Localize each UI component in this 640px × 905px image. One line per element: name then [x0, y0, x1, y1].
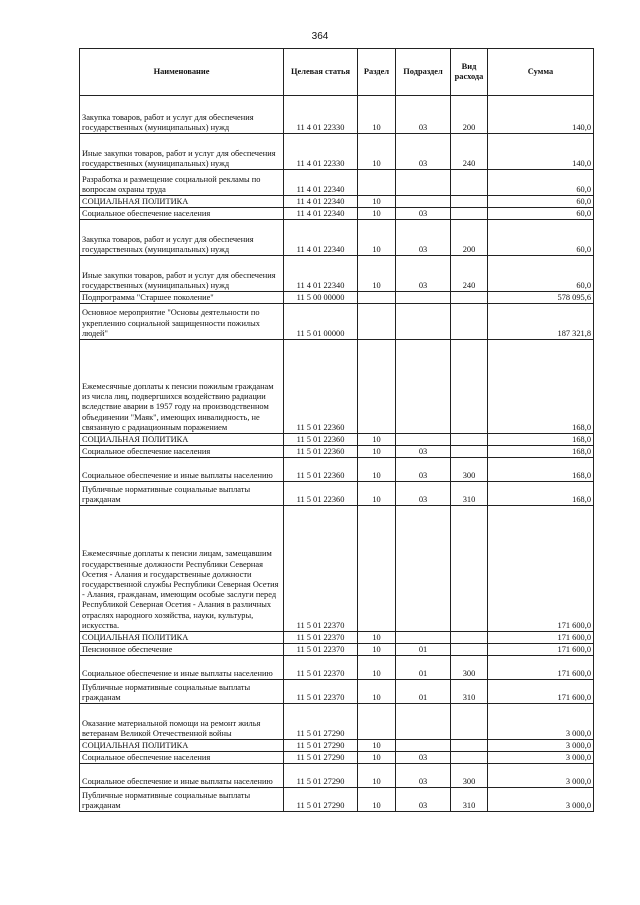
table-row [80, 196, 594, 208]
cell-target: 11 5 01 22370 [284, 632, 358, 644]
cell-section [358, 506, 396, 632]
cell-sum: 3 000,0 [488, 752, 594, 764]
cell-expense-type [451, 644, 488, 656]
table-row [80, 170, 594, 196]
table-row [80, 680, 594, 704]
column-header-expense-type: Вид расхода [451, 49, 488, 96]
cell-expense-type: 200 [451, 96, 488, 134]
cell-subsection [396, 632, 451, 644]
cell-name: Подпрограмма "Старшее поколение" [80, 292, 284, 304]
cell-sum: 3 000,0 [488, 740, 594, 752]
cell-expense-type [451, 434, 488, 446]
cell-expense-type [451, 196, 488, 208]
cell-target: 11 4 01 22340 [284, 256, 358, 292]
cell-section [358, 340, 396, 434]
cell-name: Иные закупки товаров, работ и услуг для обеспечения государственных (муниципальных) нужд [80, 134, 284, 170]
cell-expense-type [451, 704, 488, 740]
table-row [80, 134, 594, 170]
cell-sum: 3 000,0 [488, 764, 594, 788]
cell-sum: 171 600,0 [488, 656, 594, 680]
cell-target: 11 5 01 22370 [284, 506, 358, 632]
cell-subsection: 03 [396, 482, 451, 506]
cell-name: Иные закупки товаров, работ и услуг для обеспечения государственных (муниципальных) нужд [80, 256, 284, 292]
cell-section: 10 [358, 752, 396, 764]
table-body [80, 96, 594, 812]
cell-expense-type [451, 292, 488, 304]
cell-sum: 168,0 [488, 482, 594, 506]
cell-subsection: 03 [396, 256, 451, 292]
cell-sum: 3 000,0 [488, 704, 594, 740]
cell-sum: 3 000,0 [488, 788, 594, 812]
cell-expense-type: 300 [451, 764, 488, 788]
cell-subsection [396, 170, 451, 196]
cell-target: 11 5 01 22360 [284, 458, 358, 482]
table-row [80, 208, 594, 220]
table-row [80, 740, 594, 752]
table-row [80, 482, 594, 506]
table-row [80, 644, 594, 656]
cell-expense-type: 200 [451, 220, 488, 256]
cell-target: 11 4 01 22330 [284, 96, 358, 134]
table-row [80, 704, 594, 740]
cell-section: 10 [358, 458, 396, 482]
cell-target: 11 5 01 27290 [284, 788, 358, 812]
cell-expense-type: 310 [451, 482, 488, 506]
cell-subsection: 03 [396, 220, 451, 256]
cell-name: СОЦИАЛЬНАЯ ПОЛИТИКА [80, 632, 284, 644]
table-row [80, 632, 594, 644]
cell-subsection [396, 740, 451, 752]
cell-target: 11 4 01 22340 [284, 196, 358, 208]
cell-section: 10 [358, 220, 396, 256]
cell-section: 10 [358, 680, 396, 704]
table-row [80, 340, 594, 434]
table-row [80, 656, 594, 680]
cell-target: 11 5 00 00000 [284, 292, 358, 304]
cell-sum: 171 600,0 [488, 644, 594, 656]
cell-section: 10 [358, 434, 396, 446]
cell-expense-type [451, 740, 488, 752]
table-row [80, 304, 594, 340]
cell-target: 11 5 01 22360 [284, 482, 358, 506]
cell-name: Ежемесячные доплаты к пенсии пожилым гражданам из числа лиц, подвергшихся воздействию радиации вследствие аварии в 1957 году на производственном объединении "Маяк", имеющих инвалидность, не связанную с радиационным поражением [80, 340, 284, 434]
column-header-name: Наименование [80, 49, 284, 96]
cell-name: СОЦИАЛЬНАЯ ПОЛИТИКА [80, 740, 284, 752]
cell-expense-type [451, 506, 488, 632]
cell-name: Пенсионное обеспечение [80, 644, 284, 656]
cell-expense-type: 240 [451, 256, 488, 292]
cell-sum: 187 321,8 [488, 304, 594, 340]
budget-table [79, 48, 594, 812]
cell-subsection [396, 704, 451, 740]
cell-target: 11 5 01 22370 [284, 644, 358, 656]
cell-target: 11 5 01 27290 [284, 752, 358, 764]
cell-subsection: 03 [396, 208, 451, 220]
column-header-sum: Сумма [488, 49, 594, 96]
page-number: 364 [311, 31, 329, 42]
column-header-subsection: Подраздел [396, 49, 451, 96]
cell-sum: 168,0 [488, 434, 594, 446]
cell-subsection [396, 304, 451, 340]
cell-name: Социальное обеспечение населения [80, 752, 284, 764]
cell-sum: 60,0 [488, 256, 594, 292]
table-row [80, 220, 594, 256]
cell-target: 11 5 01 22370 [284, 680, 358, 704]
cell-target: 11 5 01 27290 [284, 740, 358, 752]
table-row [80, 256, 594, 292]
cell-name: Закупка товаров, работ и услуг для обеспечения государственных (муниципальных) нужд [80, 96, 284, 134]
cell-target: 11 4 01 22340 [284, 220, 358, 256]
cell-subsection: 03 [396, 764, 451, 788]
table-row [80, 458, 594, 482]
cell-expense-type [451, 304, 488, 340]
cell-subsection: 03 [396, 134, 451, 170]
cell-expense-type [451, 632, 488, 644]
cell-name: Социальное обеспечение населения [80, 208, 284, 220]
cell-target: 11 5 01 22360 [284, 340, 358, 434]
cell-sum: 168,0 [488, 446, 594, 458]
cell-section [358, 304, 396, 340]
cell-section [358, 292, 396, 304]
cell-section: 10 [358, 482, 396, 506]
cell-subsection: 01 [396, 656, 451, 680]
cell-expense-type: 300 [451, 656, 488, 680]
cell-section: 10 [358, 208, 396, 220]
cell-target: 11 5 01 22360 [284, 446, 358, 458]
cell-subsection: 01 [396, 644, 451, 656]
table-row [80, 764, 594, 788]
cell-target: 11 5 01 22370 [284, 656, 358, 680]
cell-section: 10 [358, 656, 396, 680]
cell-sum: 171 600,0 [488, 632, 594, 644]
cell-sum: 578 095,6 [488, 292, 594, 304]
cell-expense-type [451, 446, 488, 458]
cell-sum: 171 600,0 [488, 506, 594, 632]
cell-target: 11 4 01 22340 [284, 208, 358, 220]
cell-subsection: 03 [396, 458, 451, 482]
cell-sum: 168,0 [488, 340, 594, 434]
cell-expense-type [451, 752, 488, 764]
cell-subsection: 03 [396, 446, 451, 458]
cell-sum: 168,0 [488, 458, 594, 482]
cell-name: Основное мероприятие "Основы деятельности по укреплению социальной защищенности пожилых людей" [80, 304, 284, 340]
cell-sum: 171 600,0 [488, 680, 594, 704]
table-row [80, 446, 594, 458]
cell-name: Социальное обеспечение и иные выплаты населению [80, 458, 284, 482]
cell-subsection [396, 434, 451, 446]
cell-subsection [396, 340, 451, 434]
cell-section: 10 [358, 632, 396, 644]
cell-section: 10 [358, 788, 396, 812]
cell-target: 11 5 01 27290 [284, 704, 358, 740]
cell-sum: 60,0 [488, 170, 594, 196]
cell-target: 11 5 01 27290 [284, 764, 358, 788]
cell-name: Закупка товаров, работ и услуг для обеспечения государственных (муниципальных) нужд [80, 220, 284, 256]
cell-sum: 60,0 [488, 220, 594, 256]
column-header-target: Целевая статья [284, 49, 358, 96]
table-row [80, 96, 594, 134]
table-row [80, 434, 594, 446]
cell-name: Ежемесячные доплаты к пенсии лицам, замещавшим государственные должности Республики Северная Осетия - Алания и государственные должности государственной службы Республики Северная Осетия - Алания, гражданам, имеющим особые заслуги перед Республикой Северная Осетия - Алания в различных отраслях народного хозяйства, науки, культуры, искусства. [80, 506, 284, 632]
cell-subsection [396, 196, 451, 208]
cell-section: 10 [358, 644, 396, 656]
cell-subsection [396, 292, 451, 304]
cell-expense-type: 240 [451, 134, 488, 170]
cell-section: 10 [358, 256, 396, 292]
cell-section: 10 [358, 96, 396, 134]
table-header-row [80, 49, 594, 96]
cell-sum: 140,0 [488, 134, 594, 170]
cell-section: 10 [358, 196, 396, 208]
cell-expense-type [451, 208, 488, 220]
cell-section [358, 170, 396, 196]
cell-section [358, 704, 396, 740]
cell-name: Социальное обеспечение и иные выплаты населению [80, 764, 284, 788]
cell-name: СОЦИАЛЬНАЯ ПОЛИТИКА [80, 196, 284, 208]
table-row [80, 752, 594, 764]
cell-name: Социальное обеспечение населения [80, 446, 284, 458]
cell-sum: 140,0 [488, 96, 594, 134]
cell-name: Разработка и размещение социальной рекламы по вопросам охраны труда [80, 170, 284, 196]
cell-target: 11 5 01 00000 [284, 304, 358, 340]
table-row [80, 292, 594, 304]
cell-subsection: 03 [396, 752, 451, 764]
cell-name: Публичные нормативные социальные выплаты гражданам [80, 680, 284, 704]
cell-name: Публичные нормативные социальные выплаты гражданам [80, 788, 284, 812]
cell-expense-type: 310 [451, 788, 488, 812]
table-row [80, 506, 594, 632]
cell-name: Публичные нормативные социальные выплаты гражданам [80, 482, 284, 506]
cell-subsection: 01 [396, 680, 451, 704]
cell-subsection: 03 [396, 96, 451, 134]
cell-name: СОЦИАЛЬНАЯ ПОЛИТИКА [80, 434, 284, 446]
cell-target: 11 5 01 22360 [284, 434, 358, 446]
cell-expense-type [451, 170, 488, 196]
cell-subsection: 03 [396, 788, 451, 812]
cell-expense-type: 300 [451, 458, 488, 482]
cell-section: 10 [358, 446, 396, 458]
cell-sum: 60,0 [488, 208, 594, 220]
column-header-section: Раздел [358, 49, 396, 96]
cell-sum: 60,0 [488, 196, 594, 208]
cell-expense-type [451, 340, 488, 434]
cell-subsection [396, 506, 451, 632]
cell-target: 11 4 01 22330 [284, 134, 358, 170]
cell-target: 11 4 01 22340 [284, 170, 358, 196]
table-row [80, 788, 594, 812]
cell-expense-type: 310 [451, 680, 488, 704]
cell-name: Оказание материальной помощи на ремонт жилья ветеранам Великой Отечественной войны [80, 704, 284, 740]
cell-name: Социальное обеспечение и иные выплаты населению [80, 656, 284, 680]
cell-section: 10 [358, 764, 396, 788]
cell-section: 10 [358, 740, 396, 752]
cell-section: 10 [358, 134, 396, 170]
